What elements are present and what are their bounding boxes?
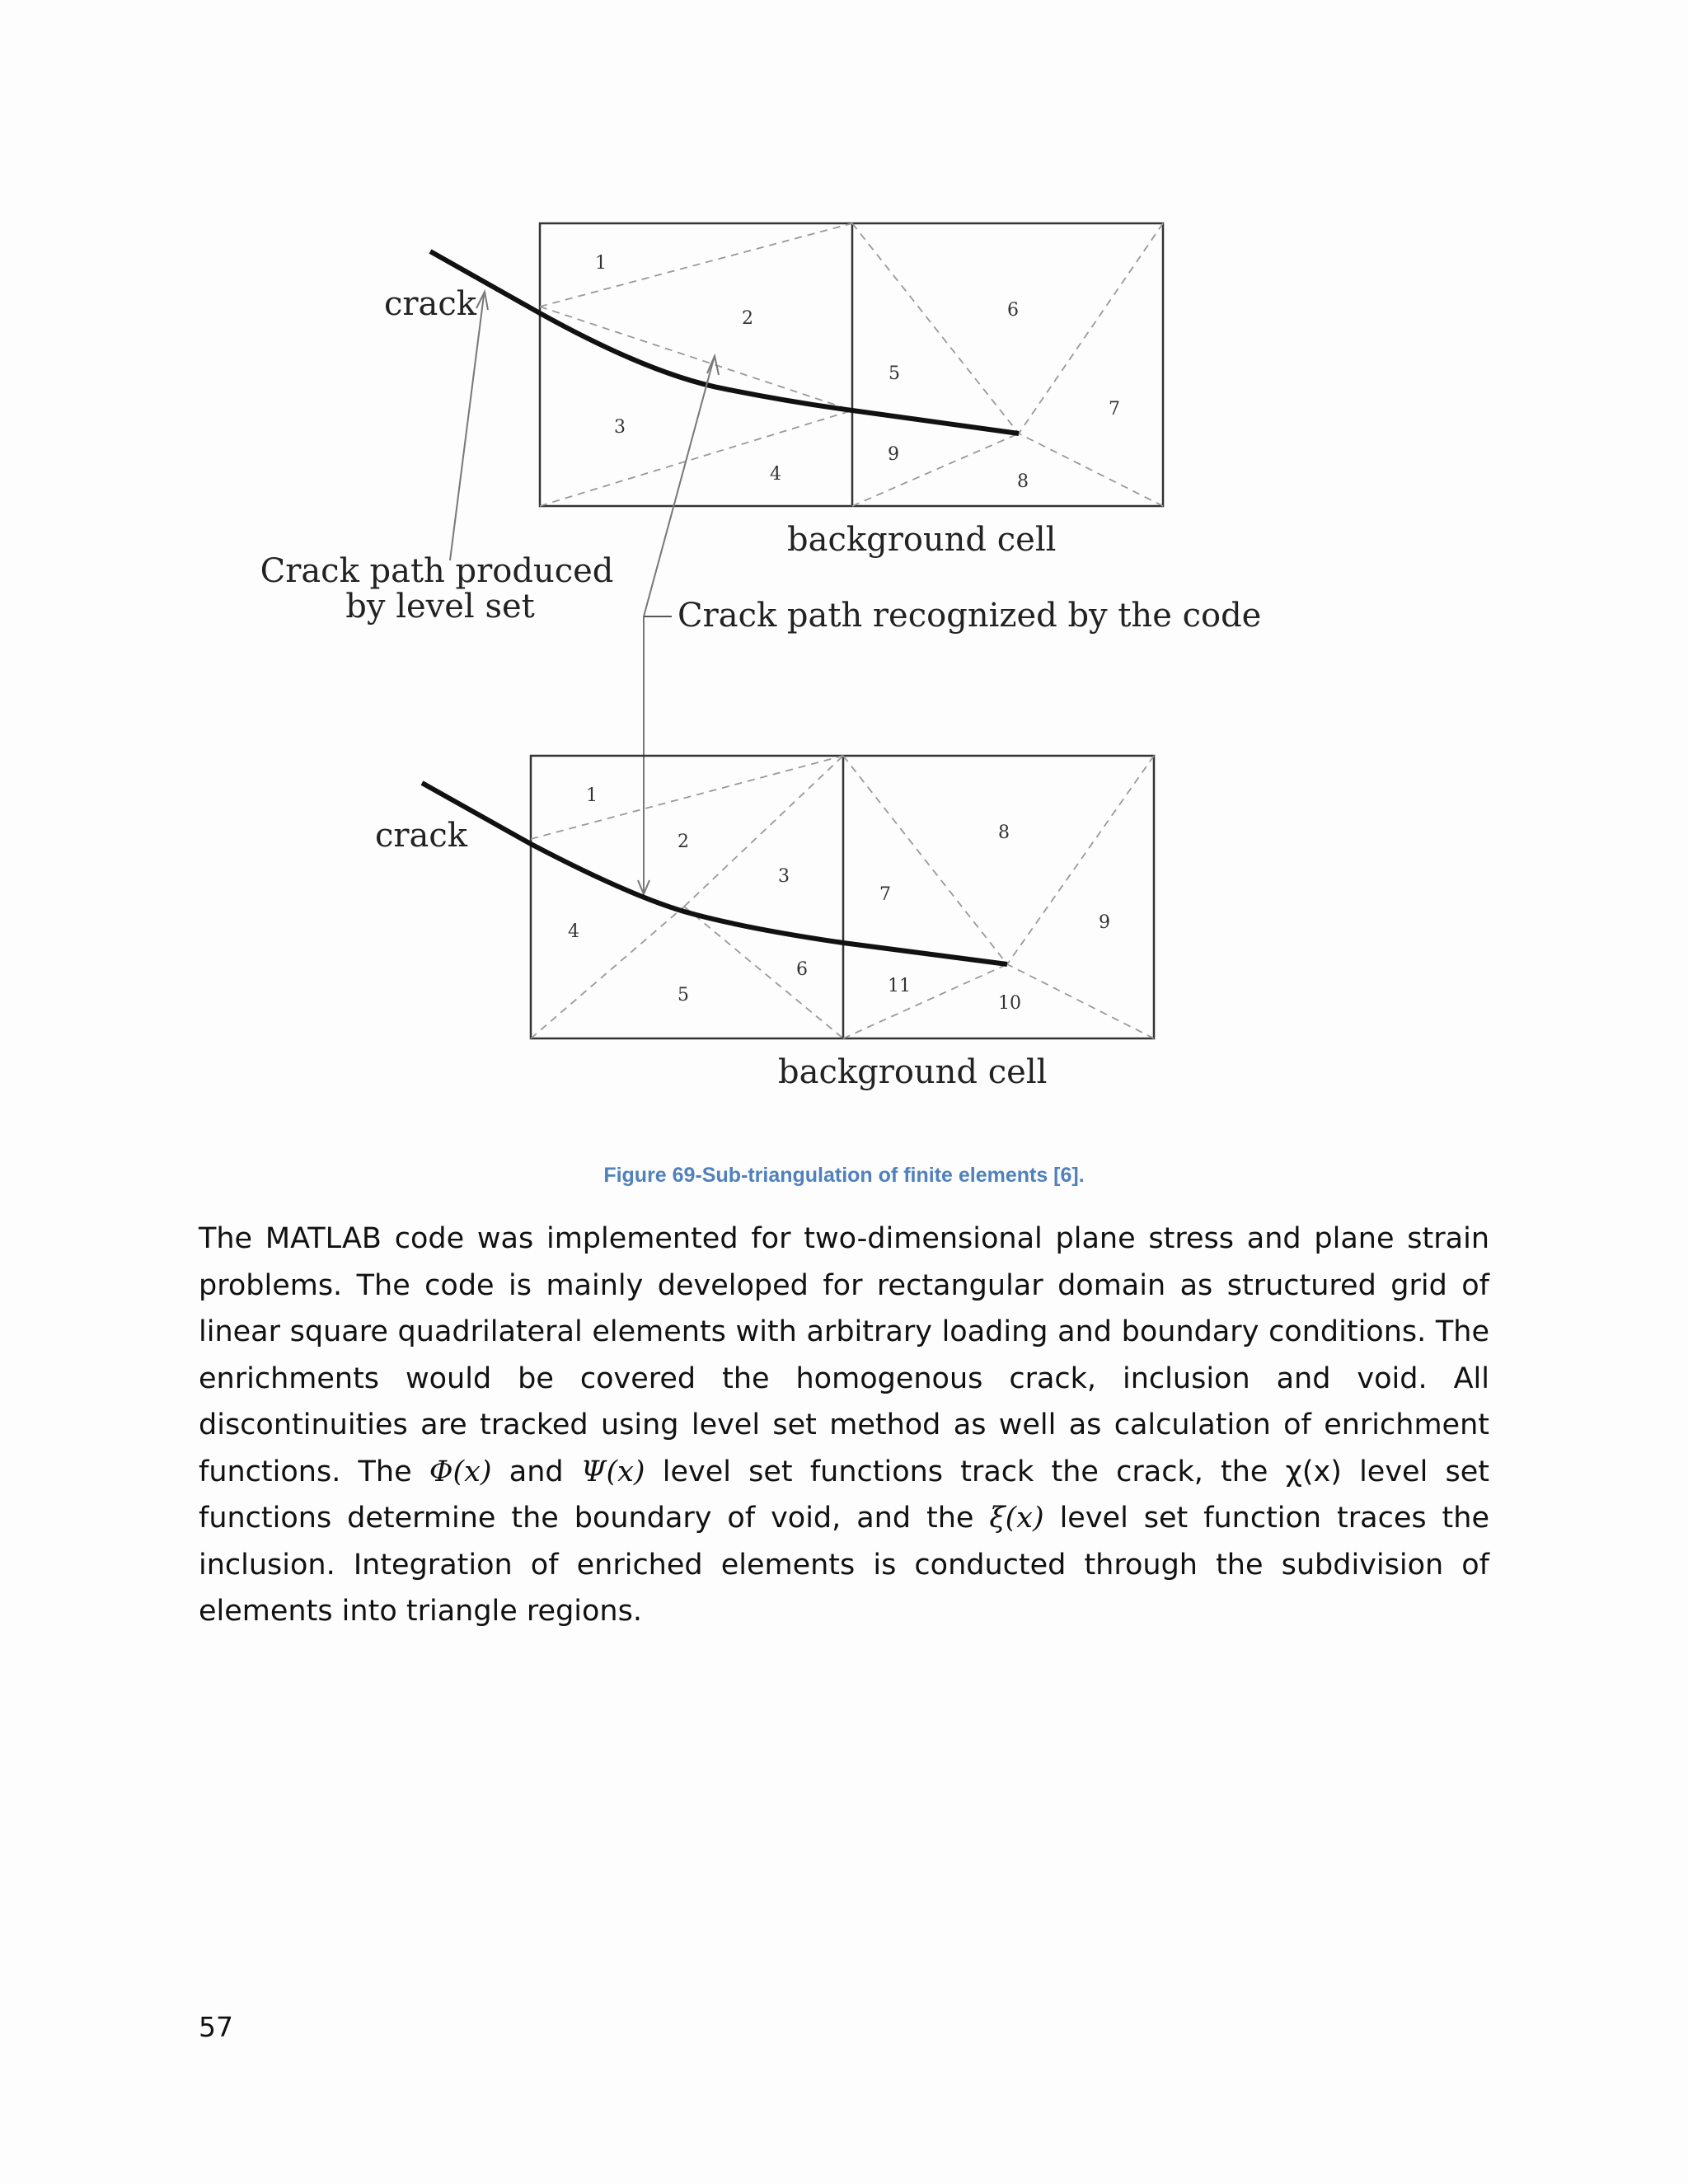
top-cell-number: 4: [770, 464, 781, 485]
bottom-cell-number: 6: [796, 959, 808, 980]
bottom-crack-label: crack: [375, 817, 468, 855]
recognized-arrowhead-upper: [707, 356, 719, 375]
top-cell-number: 2: [742, 308, 753, 329]
psi-function: Ψ(x): [580, 1455, 645, 1488]
bottom-diagram: [375, 756, 1154, 1091]
top-background-cell-label: background cell: [787, 521, 1057, 559]
top-cell-number: 6: [1007, 300, 1019, 321]
bottom-cell-number: 7: [879, 884, 891, 905]
bottom-cell-number: 2: [678, 832, 689, 852]
recognized-label: Crack path recognized by the code: [678, 597, 1262, 635]
level-set-pointer: [450, 295, 484, 560]
top-crack-label: crack: [384, 285, 477, 323]
top-cell-number: 9: [888, 444, 899, 465]
figure-caption: Figure 69-Sub-triangulation of finite elements [6].: [603, 1164, 1085, 1187]
level-set-label-line2: by level set: [345, 588, 535, 626]
paragraph-text-part3: level set function traces the inclusion. Integration of enriched elements is conducted through the subdivision of elements into triangle regions.: [199, 1502, 1489, 1628]
body-paragraph: [199, 1216, 1489, 1635]
top-cell-number: 7: [1109, 399, 1120, 419]
paragraph-text-part1: The MATLAB code was implemented for two-dimensional plane stress and plane strain problems. The code is mainly developed for rectangular domain as structured grid of linear square quadrilateral elements with arbitrary loading and boundary conditions. The enrichments would be covered the homogenous crack, inclusion and void. All discontinuities are tracked using level set method as well as calculation of enrichment functions. The: [199, 1222, 1489, 1488]
paragraph-conjunction: and: [491, 1455, 581, 1488]
xi-function: ξ(x): [989, 1502, 1044, 1535]
bottom-cell-number: 3: [778, 866, 790, 887]
bottom-background-cell-label: background cell: [778, 1053, 1048, 1091]
recognized-pointer-upper: [644, 359, 714, 616]
top-crack-path: [430, 251, 1019, 434]
bottom-cell-number: 4: [568, 921, 579, 942]
bottom-cell-number: 11: [888, 976, 911, 996]
annotations: [260, 292, 1262, 894]
bottom-cell-number: 9: [1099, 912, 1110, 933]
page-number: 57: [199, 2011, 233, 2043]
bottom-cell-number: 8: [998, 823, 1010, 843]
bottom-crack-path: [422, 783, 1007, 964]
phi-function: Φ(x): [429, 1455, 492, 1488]
top-cell-number: 3: [614, 417, 626, 438]
bottom-cell-number: 1: [586, 785, 598, 806]
level-set-label-line1: Crack path produced: [260, 552, 614, 590]
bottom-cell-number: 5: [678, 985, 689, 1005]
top-cell-number: 8: [1017, 471, 1029, 492]
bottom-cell-number: 10: [998, 993, 1021, 1014]
paragraph-text-part2: level set functions track the crack, the χ(x) level set functions determine the boundary of void, and the: [199, 1455, 1489, 1535]
top-cell-number: 5: [889, 363, 900, 384]
top-diagram: [384, 223, 1163, 559]
top-cell-number: 1: [595, 253, 607, 274]
